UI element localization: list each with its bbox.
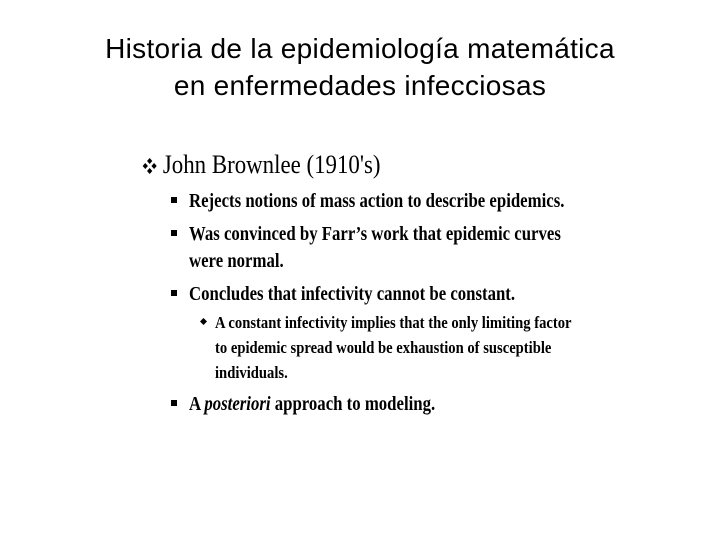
heading-text: John Brownlee (1910's) xyxy=(162,150,381,179)
title-line-2: en enfermedades infecciosas xyxy=(173,70,547,101)
sub-bullet-line-2: to epidemic spread would be exhaustion of susceptible xyxy=(215,338,552,357)
square-bullet-icon xyxy=(171,197,177,203)
bullet-item xyxy=(140,188,680,215)
square-bullet-icon xyxy=(171,290,177,296)
bullet-italic-term: posteriori xyxy=(204,394,271,415)
heading-item xyxy=(140,150,615,184)
bullet-text: Rejects notions of mass action to describe epidemics. xyxy=(189,191,565,212)
diamond-bullet-icon xyxy=(200,318,207,325)
bullet-prefix: A xyxy=(189,394,205,415)
bullet-text xyxy=(189,391,611,418)
square-bullet-icon xyxy=(171,230,177,236)
bullet-suffix: approach to modeling. xyxy=(270,394,436,415)
bullet-item xyxy=(140,391,680,418)
bullet-text-line-2: were normal. xyxy=(189,251,284,272)
sub-bullet-line-3: individuals. xyxy=(215,363,288,382)
slide-body xyxy=(140,150,680,424)
title-line-1: Historia de la epidemiología matemática xyxy=(105,33,615,64)
bullet-item xyxy=(140,221,680,275)
slide-title xyxy=(0,30,720,104)
four-diamond-bullet-icon xyxy=(142,157,158,175)
bullet-item xyxy=(140,281,680,308)
sub-bullet-item xyxy=(140,310,680,385)
sub-bullet-line-1: A constant infectivity implies that the only limiting factor xyxy=(215,313,572,332)
bullet-text-line-1: Was convinced by Farr’s work that epidemic curves xyxy=(189,224,561,245)
square-bullet-icon xyxy=(171,400,177,406)
bullet-text: Concludes that infectivity cannot be constant. xyxy=(189,284,516,305)
